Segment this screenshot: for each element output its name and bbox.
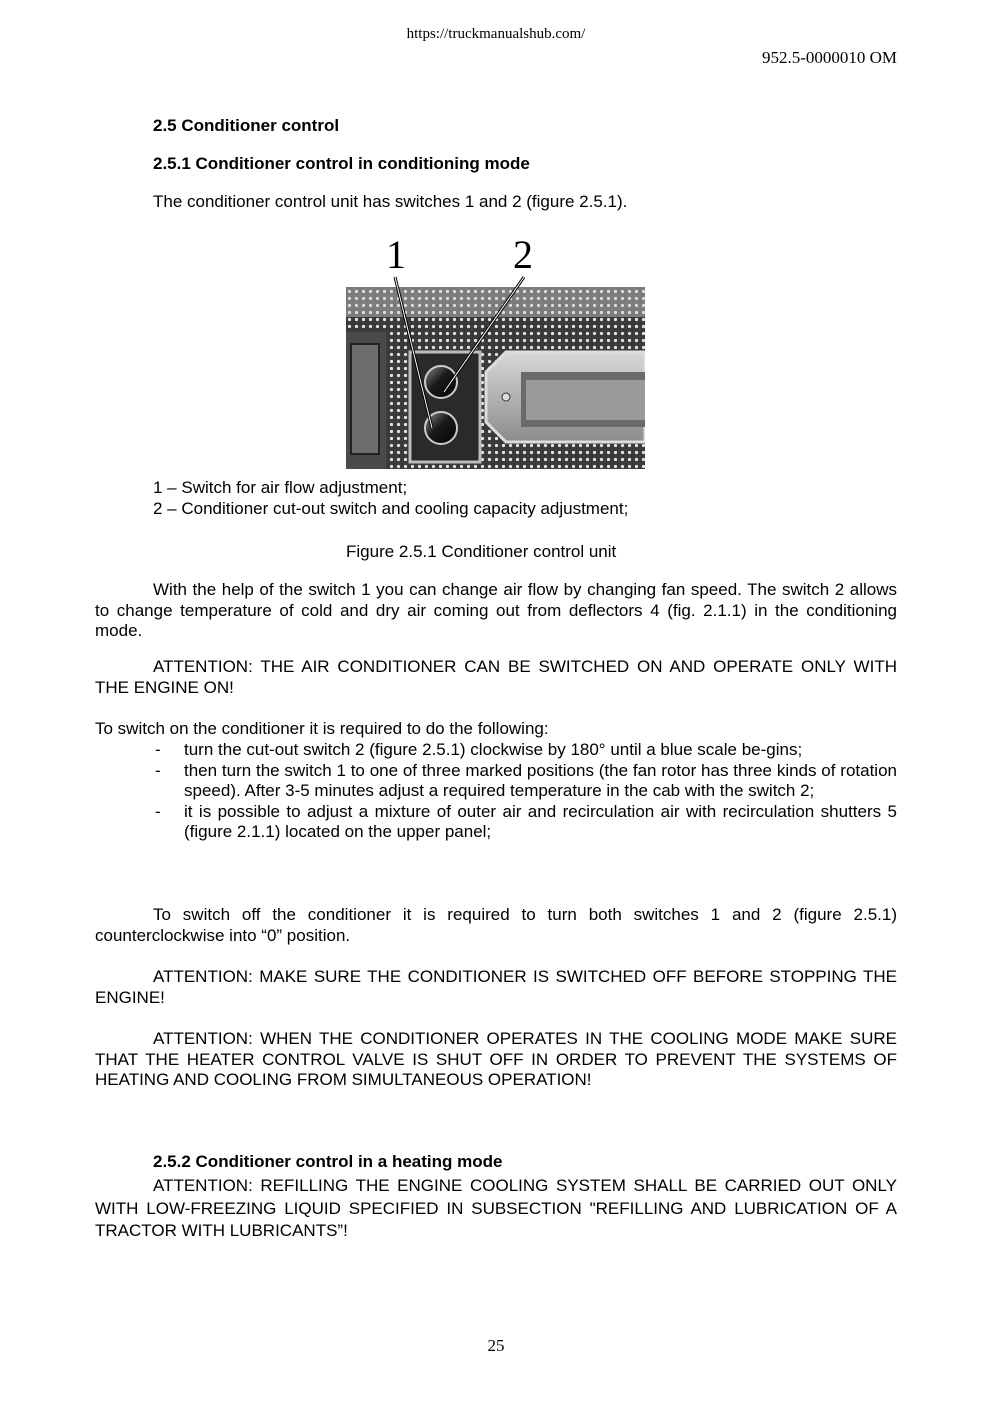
figure-legend xyxy=(153,477,628,519)
list-dash: - xyxy=(155,740,161,759)
list-dash: - xyxy=(155,760,161,780)
section-title: 2.5 Conditioner control xyxy=(153,116,340,135)
intro-text: The conditioner control unit has switches 1 and 2 (figure 2.5.1). xyxy=(153,192,628,211)
page-number: 25 xyxy=(487,1336,505,1355)
list-item xyxy=(155,761,897,802)
figure-legend-item: 2 – Conditioner cut-out switch and cooling capacity adjustment; xyxy=(153,499,629,518)
list-dash: - xyxy=(155,801,161,821)
figure-legend-item: 1 – Switch for air flow adjustment; xyxy=(153,478,408,497)
figure-label-1: 1 xyxy=(386,232,406,277)
paragraph-switch-off: To switch off the conditioner it is required to turn both switches 1 and 2 (figure 2.5.1) counterclockwise into “0” position. xyxy=(95,905,897,945)
list-item xyxy=(155,802,897,843)
figure-caption: Figure 2.5.1 Conditioner control unit xyxy=(346,542,617,561)
figure-label-2: 2 xyxy=(513,232,533,277)
subsection-title-conditioning: 2.5.1 Conditioner control in conditioning mode xyxy=(153,154,530,173)
document-number: 952.5-0000010 OM xyxy=(761,48,897,67)
switch-on-steps xyxy=(155,740,897,843)
attention-refilling: ATTENTION: REFILLING THE ENGINE COOLING SYSTEM SHALL BE CARRIED OUT ONLY WITH LOW-FREEZING LIQUID SPECIFIED IN SUBSECTION "REFILLING AND LUBRICATION OF A TRACTOR WITH LUBRICANTS”! xyxy=(95,1176,897,1240)
list-item-text: it is possible to adjust a mixture of outer air and recirculation air with recirculation shutters 5 (figure 2.1.1) located on the upper panel; xyxy=(184,801,897,842)
attention-engine-on: ATTENTION: THE AIR CONDITIONER CAN BE SWITCHED ON AND OPERATE ONLY WITH THE ENGINE ON! xyxy=(95,657,897,697)
attention-heater-valve: ATTENTION: WHEN THE CONDITIONER OPERATES IN THE COOLING MODE MAKE SURE THAT THE HEATER CONTROL VALVE IS SHUT OFF IN ORDER TO PREVENT THE SYSTEMS OF HEATING AND COOLING FROM SIMULTANEOUS OPERATION! xyxy=(95,1029,897,1090)
list-item-text: turn the cut-out switch 2 (figure 2.5.1) clockwise by 180° until a blue scale be-gins; xyxy=(184,740,803,759)
switch-on-intro: To switch on the conditioner it is required to do the following: xyxy=(95,719,549,738)
paragraph-switch-description: With the help of the switch 1 you can change air flow by changing fan speed. The switch 2 allows to change temperature of cold and dry air coming out from deflectors 4 (fig. 2.1.1) in the conditioning mode. xyxy=(95,580,897,641)
subsection-title-heating: 2.5.2 Conditioner control in a heating mode xyxy=(153,1152,503,1171)
list-item-text: then turn the switch 1 to one of three marked positions (the fan rotor has three kinds of rotation speed). After 3-5 minutes adjust a required temperature in the cab with the switch 2; xyxy=(184,760,897,801)
list-item xyxy=(155,740,897,761)
attention-switch-off: ATTENTION: MAKE SURE THE CONDITIONER IS SWITCHED OFF BEFORE STOPPING THE ENGINE! xyxy=(95,967,897,1007)
source-url[interactable]: https://truckmanualshub.com/ xyxy=(406,26,586,42)
conditioner-control-unit-photo xyxy=(346,232,645,469)
